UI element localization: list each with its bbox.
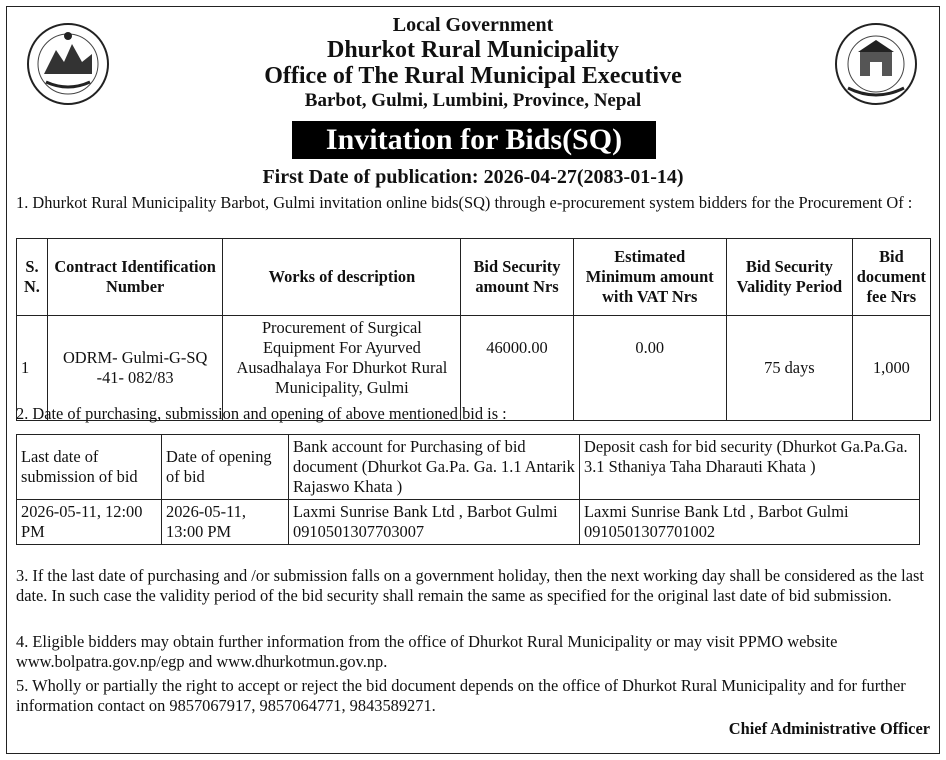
cell-last-date: 2026-05-11, 12:00 PM xyxy=(17,500,162,545)
header-bid-security-amount: Bid Security amount Nrs xyxy=(461,239,573,316)
cell-deposit-cash: Laxmi Sunrise Bank Ltd , Barbot Gulmi 0910501307701002 xyxy=(580,500,920,545)
header-office-name: Office of The Rural Municipal Executive xyxy=(264,63,682,89)
cell-bid-security-amount: 46000.00 xyxy=(461,316,573,421)
paragraph-5: 5. Wholly or partially the right to accept or reject the bid document depends on the office of Dhurkot Rural Municipality and for further information contact on 9857067917, 9857064771, 9843589271. xyxy=(16,676,906,715)
header-deposit-cash: Deposit cash for bid security (Dhurkot Ga.Pa.Ga. 3.1 Sthaniya Taha Dharauti Khata ) xyxy=(580,435,920,500)
header-works-description: Works of description xyxy=(223,239,461,316)
paragraph-3: 3. If the last date of purchasing and /or submission falls on a government holiday, then the next working day shall be considered as the last date. In such case the validity period of the bid security shall remain the same as specified for the original last date of bid submission. xyxy=(16,566,924,605)
table-row xyxy=(17,500,920,545)
paragraph-2: 2. Date of purchasing, submission and opening of above mentioned bid is : xyxy=(16,404,507,423)
paragraph-1: 1. Dhurkot Rural Municipality Barbot, Gulmi invitation online bids(SQ) through e-procurement system bidders for the Procurement Of : xyxy=(16,193,913,212)
cell-estimated-amount: 0.00 xyxy=(573,316,726,421)
cell-document-fee: 1,000 xyxy=(852,316,930,421)
header-estimated-amount: Estimated Minimum amount with VAT Nrs xyxy=(573,239,726,316)
header-municipality-name: Dhurkot Rural Municipality xyxy=(326,37,620,63)
header-document-fee: Bid document fee Nrs xyxy=(852,239,930,316)
cell-contract-id: ODRM- Gulmi-G-SQ -41- 082/83 xyxy=(47,316,223,421)
page-title: Invitation for Bids(SQ) xyxy=(292,121,656,159)
table-header-row xyxy=(17,435,920,500)
header-last-date: Last date of submission of bid xyxy=(17,435,162,500)
header-validity-period: Bid Security Validity Period xyxy=(727,239,853,316)
header-sn: S. N. xyxy=(17,239,48,316)
header-opening-date: Date of opening of bid xyxy=(162,435,289,500)
publication-date: First Date of publication: 2026-04-27(2083-01-14) xyxy=(262,166,684,188)
signature-title: Chief Administrative Officer xyxy=(728,719,930,738)
cell-sn: 1 xyxy=(17,316,48,421)
paragraph-4: 4. Eligible bidders may obtain further information from the office of Dhurkot Rural Municipality or may visit PPMO website www.bolpatra.gov.np/egp and www.dhurkotmun.gov.np. xyxy=(16,632,838,671)
cell-opening-date: 2026-05-11, 13:00 PM xyxy=(162,500,289,545)
bid-dates-table xyxy=(16,434,920,545)
bid-items-table xyxy=(16,238,931,421)
cell-validity-period: 75 days xyxy=(727,316,853,421)
table-header-row xyxy=(17,239,931,316)
header-line-local-government: Local Government xyxy=(392,14,554,36)
cell-bank-account: Laxmi Sunrise Bank Ltd , Barbot Gulmi 0910501307703007 xyxy=(289,500,580,545)
header-bank-account: Bank account for Purchasing of bid document (Dhurkot Ga.Pa. Ga. 1.1 Antarik Rajaswo Khata ) xyxy=(289,435,580,500)
cell-works-description: Procurement of Surgical Equipment For Ayurved Ausadhalaya For Dhurkot Rural Municipality, Gulmi xyxy=(223,316,461,421)
header-address: Barbot, Gulmi, Lumbini, Province, Nepal xyxy=(304,90,642,111)
header-contract-id: Contract Identification Number xyxy=(47,239,223,316)
